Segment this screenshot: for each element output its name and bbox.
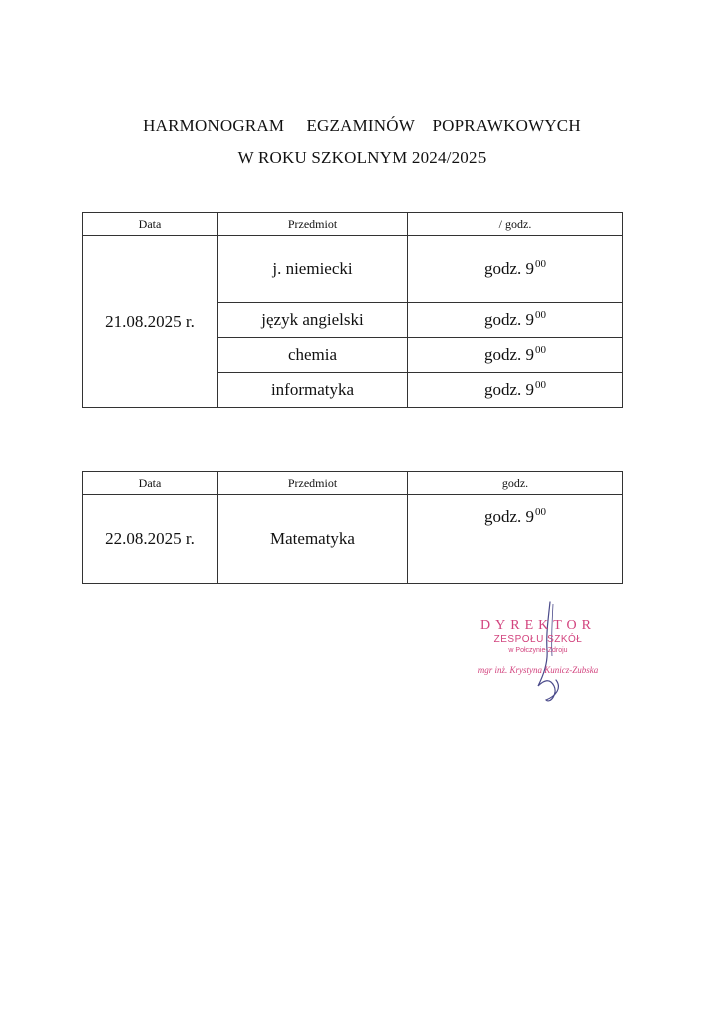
- header-date: Data: [83, 472, 218, 495]
- subject-cell: język angielski: [218, 303, 408, 338]
- stamp-organization: ZESPOŁU SZKÓŁ: [493, 634, 583, 645]
- table-header-row: [83, 213, 623, 236]
- hour-minutes: 00: [535, 258, 547, 270]
- subject-cell: informatyka: [218, 373, 408, 408]
- hour-text: godz. 9: [483, 310, 535, 329]
- hour-text: godz. 9: [483, 345, 535, 364]
- stamp-location: w Połczynie-Zdroju: [508, 647, 568, 654]
- header-hour: / godz.: [408, 213, 623, 236]
- exam-schedule-table-2: [82, 471, 623, 584]
- document-title-line-2: W ROKU SZKOLNYM 2024/2025: [237, 148, 487, 167]
- header-hour: godz.: [408, 472, 623, 495]
- hour-text: godz. 9: [483, 380, 535, 399]
- date-cell: 21.08.2025 r.: [83, 236, 218, 408]
- date-cell: 22.08.2025 r.: [83, 495, 218, 584]
- hour-minutes: 00: [535, 309, 547, 321]
- table-row: [83, 236, 623, 303]
- header-subject: Przedmiot: [218, 213, 408, 236]
- subject-cell: j. niemiecki: [218, 236, 408, 303]
- hour-minutes: 00: [535, 506, 547, 518]
- hour-cell: [408, 338, 623, 373]
- stamp-title: DYREKTOR: [480, 618, 596, 633]
- hour-minutes: 00: [535, 344, 547, 356]
- hour-cell: [408, 236, 623, 303]
- hour-cell: [408, 303, 623, 338]
- exam-schedule-table-1: [82, 212, 623, 408]
- director-stamp: [448, 618, 628, 676]
- subject-cell: chemia: [218, 338, 408, 373]
- stamp-director-name: mgr inż. Krystyna Kunicz-Zubska: [477, 665, 599, 675]
- document-title-line-1: HARMONOGRAM EGZAMINÓW POPRAWKOWYCH: [143, 116, 581, 135]
- hour-cell: [408, 373, 623, 408]
- hour-text: godz. 9: [483, 259, 535, 278]
- subject-cell: Matematyka: [218, 495, 408, 584]
- hour-minutes: 00: [535, 379, 547, 391]
- table-row: [83, 495, 623, 584]
- header-subject: Przedmiot: [218, 472, 408, 495]
- hour-text: godz. 9: [483, 507, 535, 526]
- table-header-row: [83, 472, 623, 495]
- header-date: Data: [83, 213, 218, 236]
- hour-cell: [408, 495, 623, 584]
